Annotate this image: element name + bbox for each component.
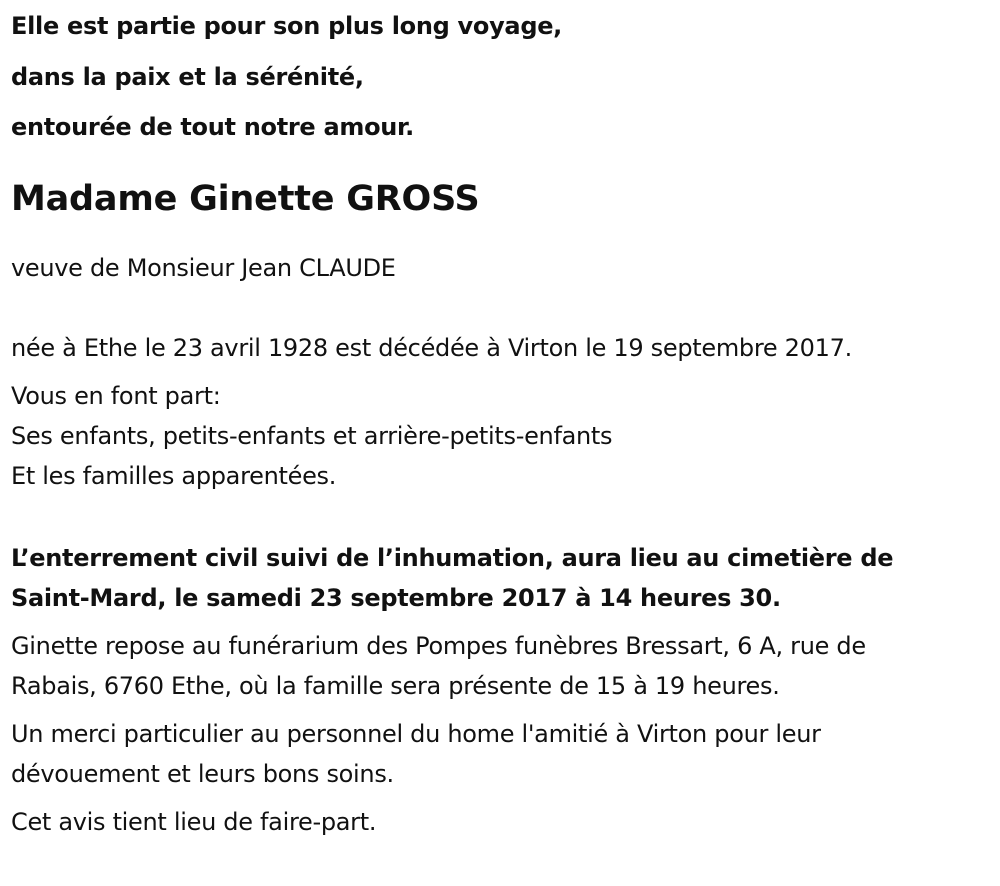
family-line-1: Ses enfants, petits-enfants et arrière-petits-enfants	[11, 422, 613, 450]
ceremony-line-2: Saint-Mard, le samedi 23 septembre 2017 à 14 heures 30.	[11, 584, 781, 612]
deceased-name: Madame Ginette GROSS	[11, 179, 480, 219]
opening-line-2: dans la paix et la sérénité,	[11, 63, 364, 91]
closing-line: Cet avis tient lieu de faire-part.	[11, 808, 377, 836]
birth-death-line: née à Ethe le 23 avril 1928 est décédée à Virton le 19 septembre 2017.	[11, 334, 852, 362]
closing-paragraph	[11, 802, 996, 842]
announcement-block	[11, 376, 996, 496]
ceremony-details	[11, 538, 996, 618]
funeral-home-line-1: Ginette repose au funérarium des Pompes funèbres Bressart, 6 A, rue de	[11, 632, 866, 660]
thanks-line-2: dévouement et leurs bons soins.	[11, 760, 394, 788]
ceremony-line-1: L’enterrement civil suivi de l’inhumation, aura lieu au cimetière de	[11, 544, 894, 572]
announcement-intro: Vous en font part:	[11, 382, 221, 410]
thanks-line-1: Un merci particulier au personnel du home l'amitié à Virton pour leur	[11, 720, 821, 748]
funeral-home-line-2: Rabais, 6760 Ethe, où la famille sera présente de 15 à 19 heures.	[11, 672, 780, 700]
thanks-paragraph	[11, 714, 996, 794]
opening-line-3: entourée de tout notre amour.	[11, 113, 414, 141]
opening-verse	[11, 0, 996, 152]
spouse-line: veuve de Monsieur Jean CLAUDE	[11, 254, 396, 282]
opening-line-1: Elle est partie pour son plus long voyage,	[11, 12, 562, 40]
funeral-home-paragraph	[11, 626, 996, 706]
obituary-notice	[11, 0, 996, 842]
family-line-2: Et les familles apparentées.	[11, 462, 337, 490]
